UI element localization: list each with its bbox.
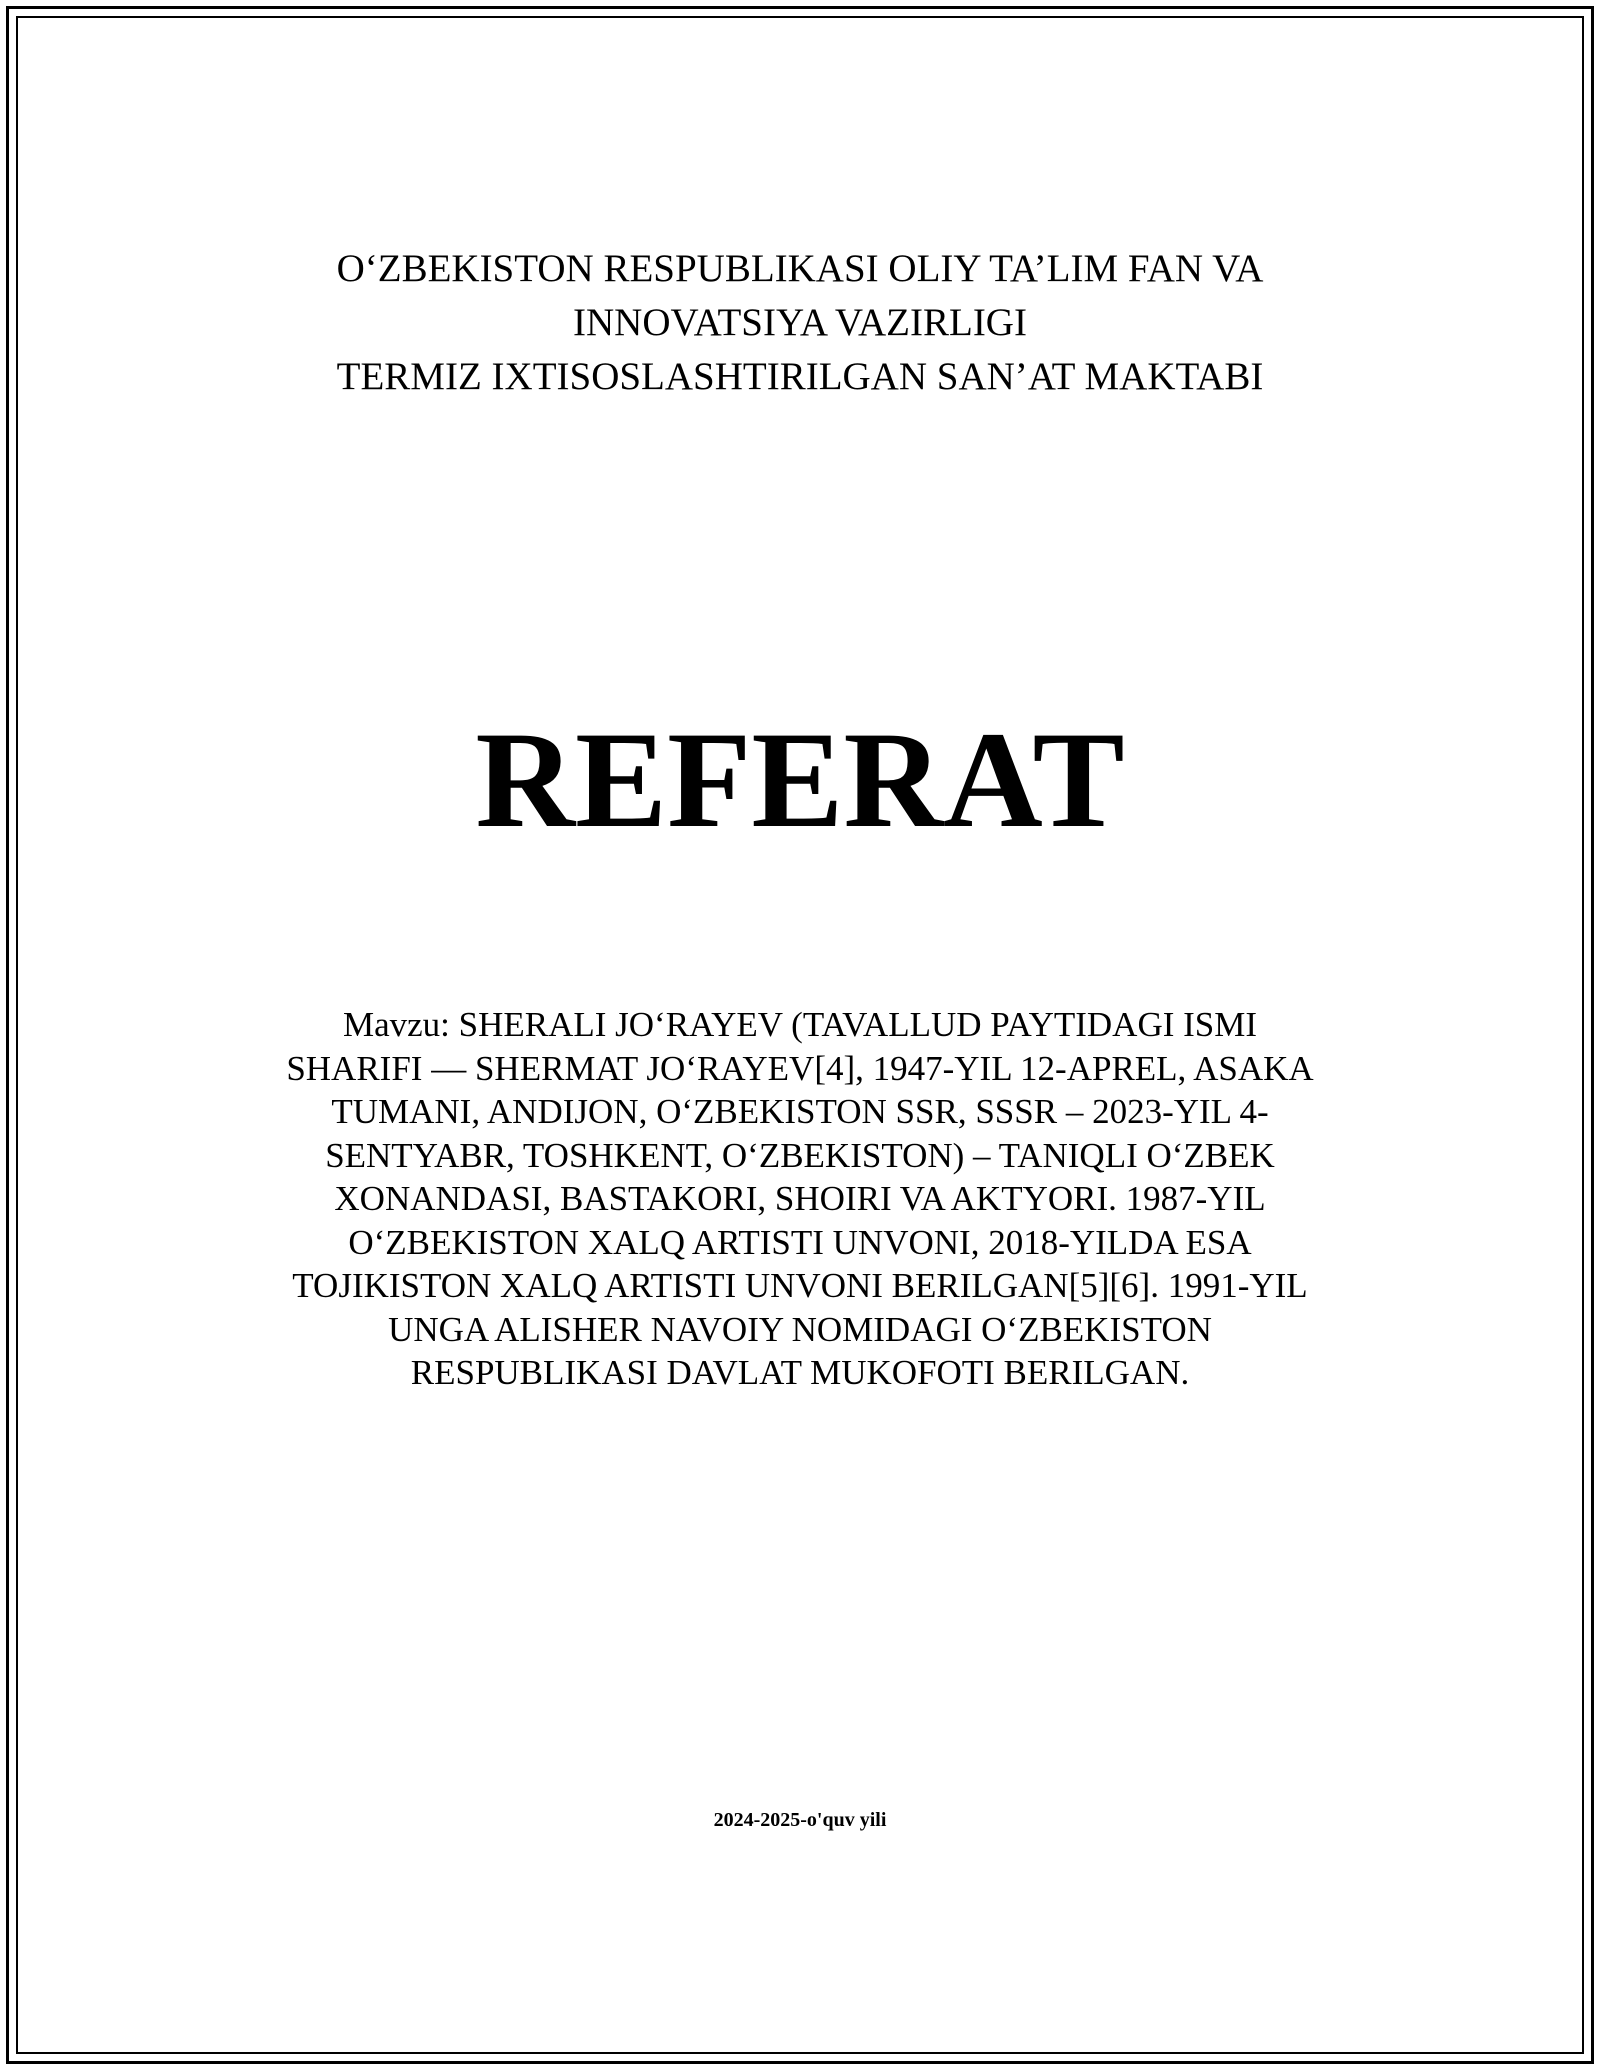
topic-line: TOJIKISTON XALQ ARTISTI UNVONI BERILGAN[5][6]. 1991-YIL	[292, 1266, 1308, 1305]
topic-line: UNGA ALISHER NAVOIY NOMIDAGI O‘ZBEKISTON	[388, 1309, 1212, 1349]
header-line-ministry-cont: INNOVATSIYA VAZIRLIGI	[573, 301, 1027, 344]
topic-line: Mavzu: SHERALI JO‘RAYEV (TAVALLUD PAYTIDAGI ISMI	[342, 1005, 1258, 1044]
topic-paragraph	[230, 1003, 1370, 1395]
header-line-ministry: O‘ZBEKISTON RESPUBLIKASI OLIY TA’LIM FAN VA	[336, 247, 1264, 290]
topic-line: XONANDASI, BASTAKORI, SHOIRI VA AKTYORI. 1987-YIL	[334, 1179, 1266, 1218]
topic-line: TUMANI, ANDIJON, O‘ZBEKISTON SSR, SSSR – 2023-YIL 4-	[331, 1092, 1269, 1131]
topic-line: SHARIFI — SHERMAT JO‘RAYEV[4], 1947-YIL 12-APREL, ASAKA	[286, 1048, 1314, 1088]
topic-line: O‘ZBEKISTON XALQ ARTISTI UNVONI, 2018-YILDA ESA	[348, 1222, 1252, 1262]
topic-line: RESPUBLIKASI DAVLAT MUKOFOTI BERILGAN.	[410, 1353, 1190, 1392]
topic-line: SENTYABR, TOSHKENT, O‘ZBEKISTON) – TANIQLI O‘ZBEK	[325, 1135, 1275, 1175]
academic-year: 2024-2025-o'quv yili	[713, 1809, 887, 1831]
institution-header	[0, 242, 1600, 404]
document-title: REFERAT	[475, 703, 1125, 856]
header-line-school: TERMIZ IXTISOSLASHTIRILGAN SAN’AT MAKTABI	[336, 355, 1264, 398]
